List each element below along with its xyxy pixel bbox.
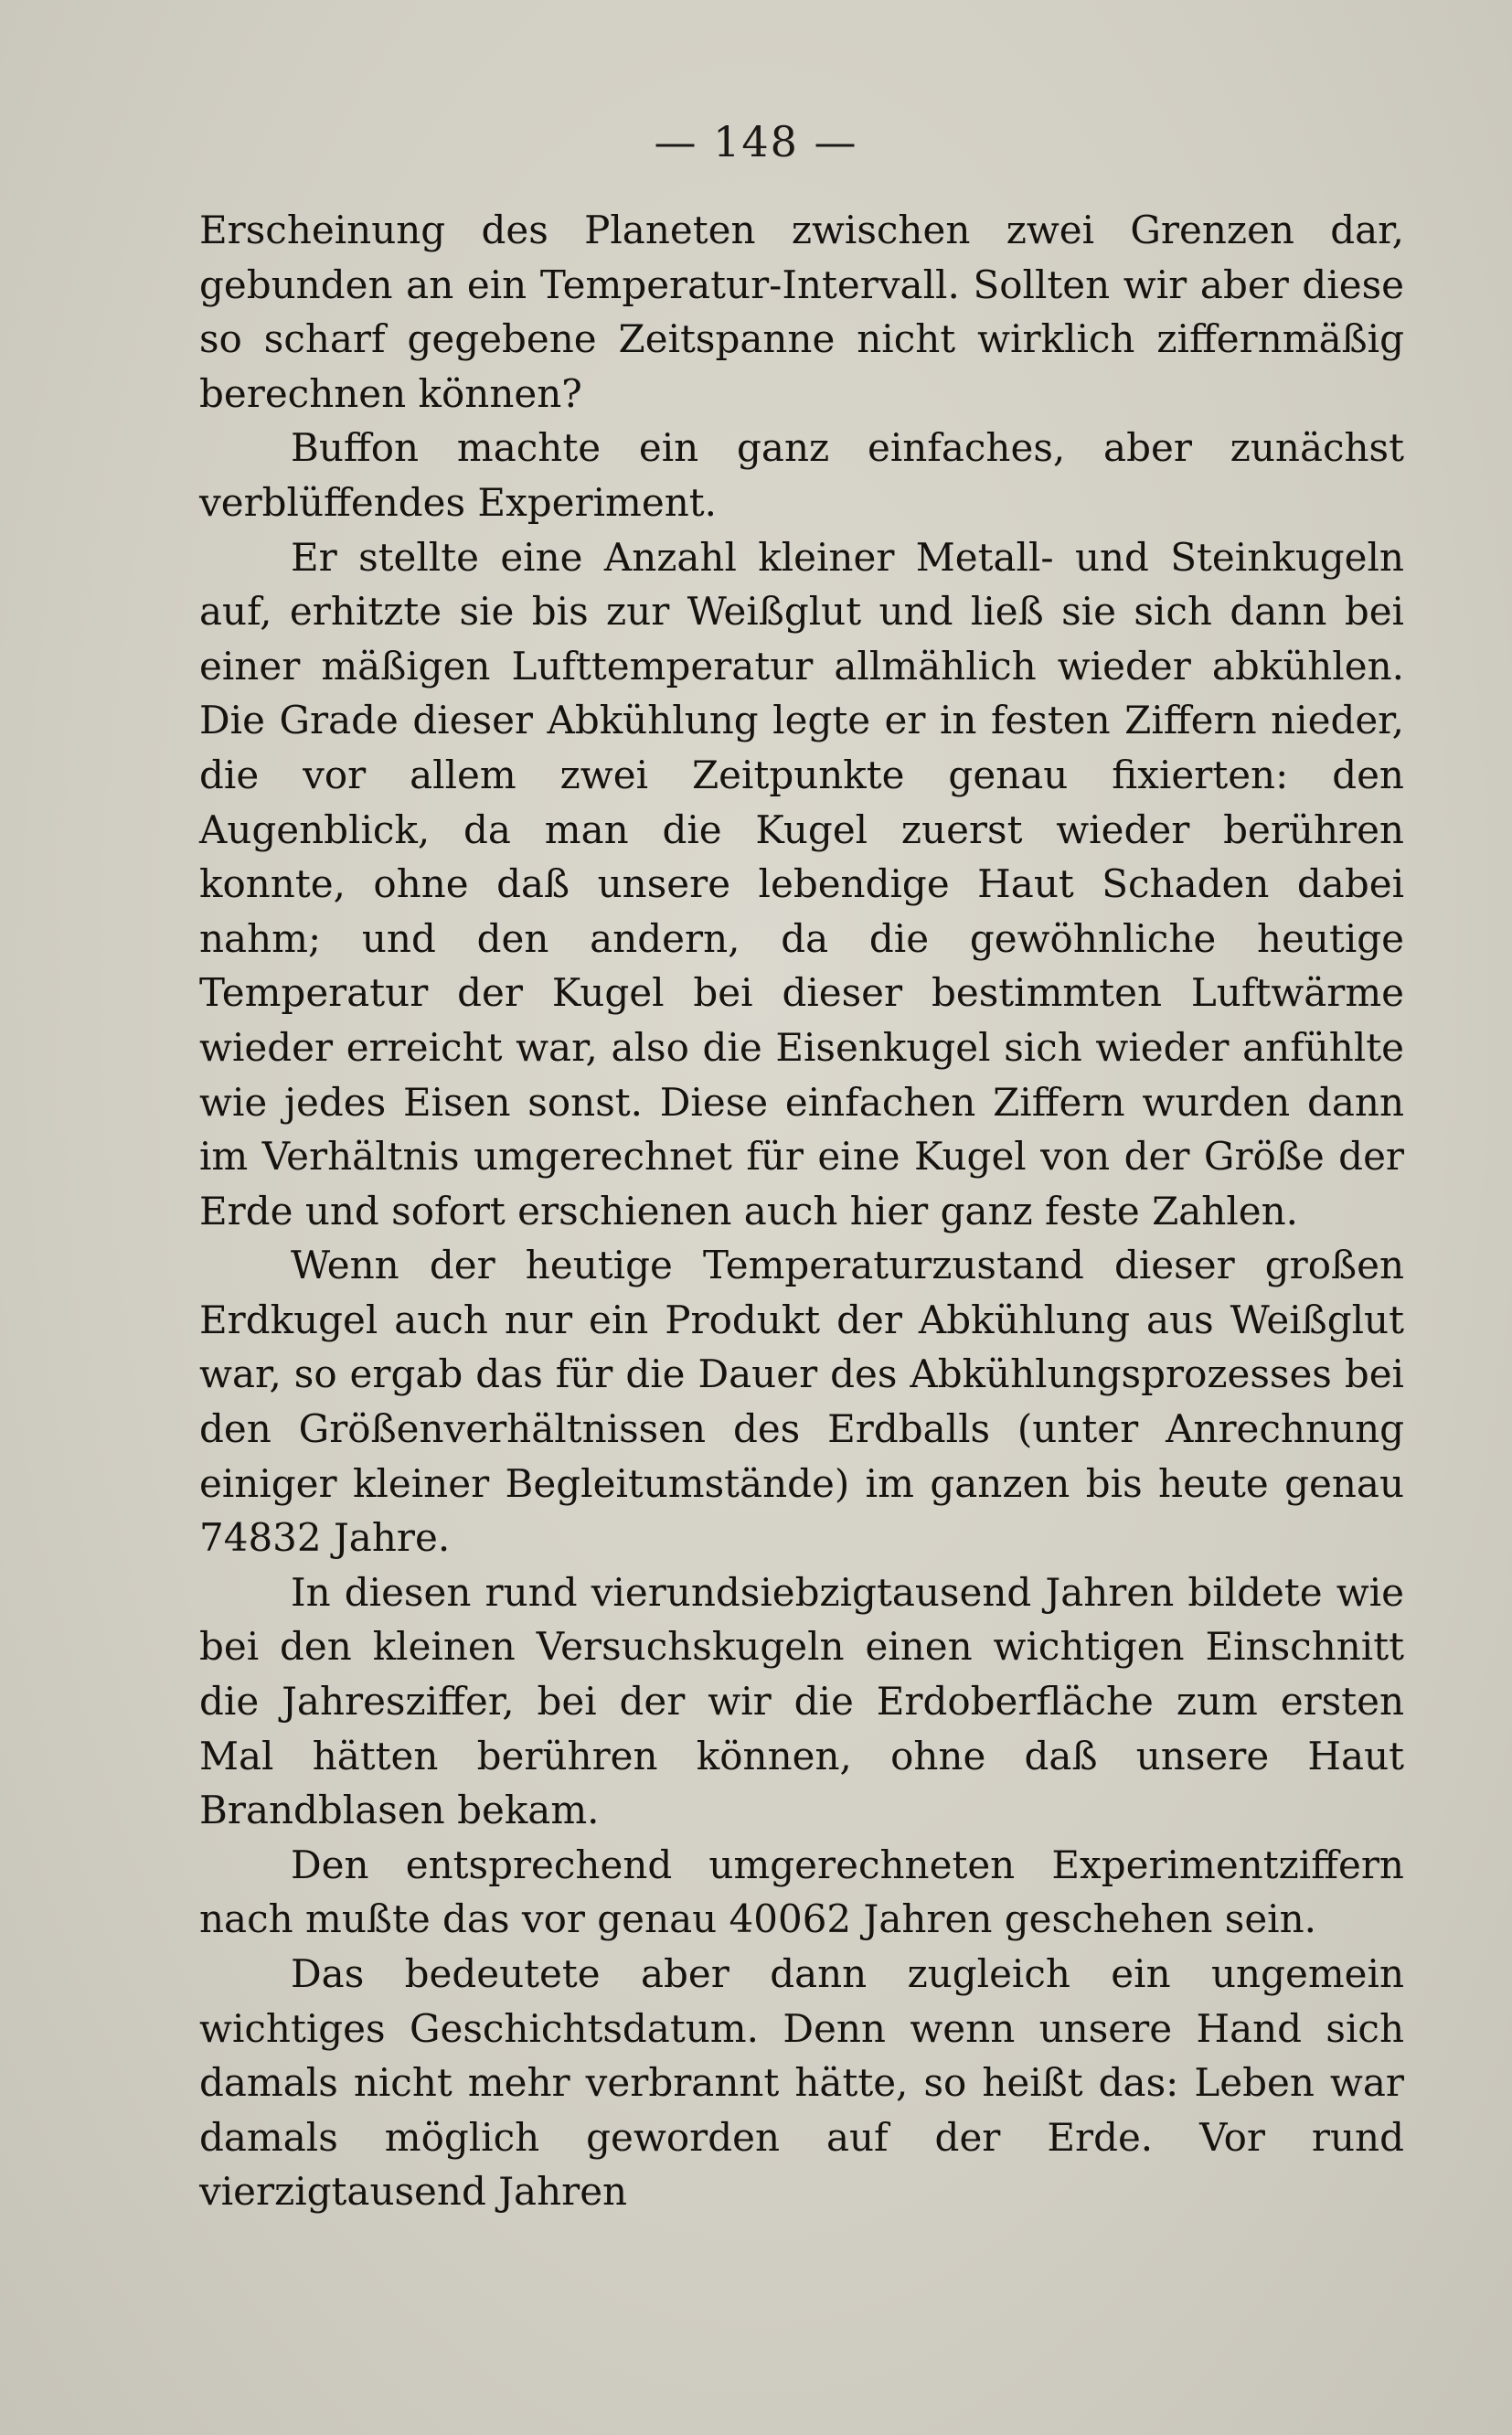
paragraph-2: Buffon machte ein ganz einfaches, aber zunächst verblüffendes Experiment. <box>199 425 1404 525</box>
body-text <box>199 203 1404 2219</box>
page-number: — 148 — <box>654 117 858 166</box>
paragraph-1: Erscheinung des Planeten zwischen zwei Grenzen dar, gebunden an ein Temperatur-Intervall. Sollten wir aber diese so scharf gegebene Zeitspanne nicht wirklich ziffernmäßig berechnen können? <box>199 208 1404 416</box>
paragraph-6: Den entsprechend umgerechneten Experimentziffern nach mußte das vor genau 40062 Jahren geschehen sein. <box>199 1842 1404 1942</box>
paragraph-5: In diesen rund vierundsiebzigtausend Jahren bildete wie bei den kleinen Versuchskugeln einen wichtigen Einschnitt die Jahresziffer, bei der wir die Erdoberfläche zum ersten Mal hätten berühren können, ohne daß unsere Haut Brandblasen bekam. <box>199 1569 1404 1833</box>
paragraph-7: Das bedeutete aber dann zugleich ein ungemein wichtiges Geschichtsdatum. Denn wenn unsere Hand sich damals nicht mehr verbrannt hätte, so heißt das: Leben war damals möglich geworden auf der Erde. Vor rund vierzigtausend Jahren <box>199 1951 1404 2215</box>
paragraph-3: Er stellte eine Anzahl kleiner Metall- und Steinkugeln auf, erhitzte sie bis zur Weißglut und ließ sie sich dann bei einer mäßigen Lufttemperatur allmählich wieder abkühlen. Die Grade dieser Abkühlung legte er in festen Ziffern nieder, die vor allem zwei Zeitpunkte genau fixierten: den Augenblick, da man die Kugel zuerst wieder berühren konnte, ohne daß unsere lebendige Haut Schaden dabei nahm; und den andern, da die gewöhnliche heutige Temperatur der Kugel bei dieser bestimmten Luftwärme wieder erreicht war, also die Eisenkugel sich wieder anfühlte wie jedes Eisen sonst. Diese einfachen Ziffern wurden dann im Verhältnis umgerechnet für eine Kugel von der Größe der Erde und sofort erschienen auch hier ganz feste Zahlen. <box>199 534 1404 1234</box>
paragraph-4: Wenn der heutige Temperaturzustand dieser großen Erdkugel auch nur ein Produkt der Abkühlung aus Weißglut war, so ergab das für die Dauer des Abkühlungsprozesses bei den Größenverhältnissen des Erdballs (unter Anrechnung einiger kleiner Begleitumstände) im ganzen bis heute genau 74832 Jahre. <box>199 1243 1404 1561</box>
